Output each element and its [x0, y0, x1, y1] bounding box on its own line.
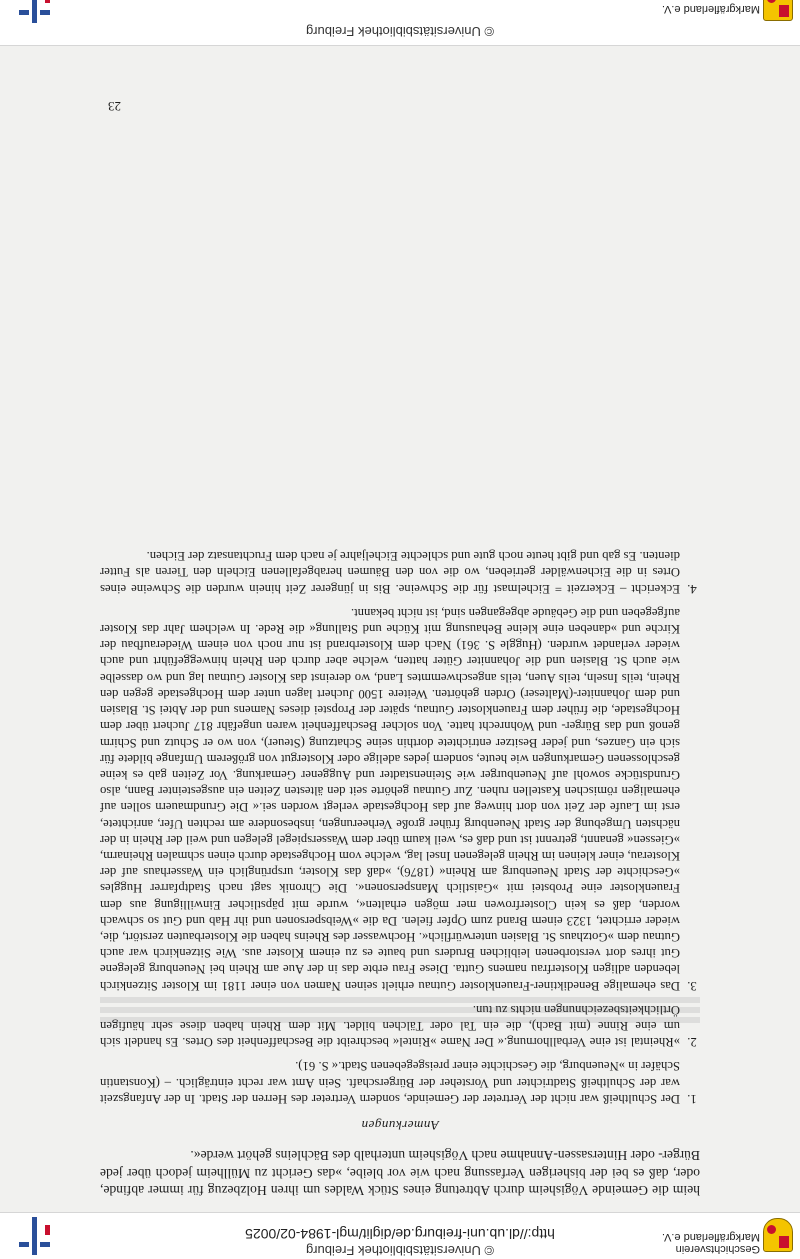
association-name: Markgräflerland e.V. — [661, 3, 760, 15]
body-text — [100, 1147, 700, 1199]
viewer-footer — [0, 0, 800, 46]
notes-list — [100, 548, 700, 1107]
note-item: 3. Das ehemalige Benediktiner-Frauenkloster Gutnau erhielt seinen Namen von einer 1181 im Kloster Sitzenkirch lebenden adligen Klosterfrau namens Gutta. Diese Frau erbte das in der Aue am Rhein bei Neuenburg gelegene Gut ihres dort verstorbenen leiblichen Bruders und baute es zu einem Kloster aus. Wie Sitzenkirch war auch Gutnau dem »Gotzhaus St. Blasien unterwürflich«. Hochwasser des Rheins haben die Klosterbauten zerstört, die, wieder errichtet, 1323 einem Brand zum Opfer fielen. Da die »Weibspersonen und ihr Hab und Gut so schwach worden, daß es kein Closterfrowen mer mögen erhalten«, wurde mit päpstlicher Einwilligung aus dem Frauenkloster eine Probstei mit »Gaistlich Manspersonen«. Die Chronik sagt nach Stadtpfarrer Huggles »Geschichte der Stadt Neuenburg am Rhein« (1876), »daß das Kloster, ursprünglich ein Wasserhaus auf der Klosterau, einer kleinen im Rhein gelegenen Insel lag, welche vom Hochgestade durch einen schmalen Rheinarm, »Giessen« genannt, getrennt ist und daß es, weil kaum über dem Wasserspiegel gelegen und weil der Rhein in der nächsten Umgebung der Stadt Neuenburg früher große Verheerungen, insbesondere am rechten Ufer, anrichtete, erst im Laufe der Zeit von dort hinweg auf das Hochgestade verlegt worden sei.« Die Grundmauern sollen auf ehemaligen römischen Kastellen ruhen. Zur Gutnau gehörte seit den ältesten Zeiten ein ausgesteinter Bann, also Grundstücke sowohl auf Neuenburger wie Steinenstadter und Auggener Gemarkung. Vor Zeiten gab es keine geschlossenen Gemarkungen wie heute, sondern jedes adelige oder Klostergut von größerem Umfange bildete für sich ein Ganzes, und jeder Besitzer entrichtete dorthin seine Schatzung (Steuer), von wo er Schutz und Schirm genoß und das Bürger- und Wohnrecht hatte. Von solcher Beschaffenheit waren ungefähr 817 Juchert über dem Hochgestade, die früher dem Frauenkloster Gutnau, später der Propstei dieses Namens und der Abtei St. Blasien und dem Johanniter-(Malteser) Orden gehörten. Weitere 1500 Juchert lagen unter dem Hochgestade gegen den Rhein, teils Inseln, teils Auen, teils angeschwemmtes Land, wo dereinst das Kloster Gutnau lag und wo dasselbe wie auch St. Blasien und die Johanniter Güter hatten, welche aber durch den Rhein hinweggeführt und auch wieder verlandet wurden. (Huggle S. 361) Nach dem Klosterbrand ist nur noch von einem Wiederaufbau der Kirche und »daneben eine kleine Behausung mit Küche und Stallung« die Rede. In welchem Jahr das Kloster aufgegeben und die Gebäude abgegangen sind, ist nicht bekannt. — [100, 605, 684, 994]
note-item: 4. Eckericht – Eckerzeit = Eichelmast für die Schweine. Bis in jüngerer Zeit hinein wurden die Schweine eines Ortes in die Eichenwälder getrieben, wo die von den Bäumen herabgefallenen Eicheln den Tieren als Futter dienten. Es gab und gibt heute noch gute und schlechte Eicheljahre je nach dem Fruchtansatz der Eichen. — [100, 548, 684, 597]
page-number: 23 — [108, 99, 121, 114]
university-library-logo-icon — [20, 0, 50, 23]
note-item: 2. »Rheintal ist eine Verballhornung.« Der Name »Rintel« beschreibt die Beschaffenheit des Ortes. Es handelt sich um eine Rinne (mit Bach), die ein Tal oder Tälchen bildet. Mit dem Rhein haben diese sehr häufigen Örtlichkeitsbezeichnungen nichts zu tun. — [100, 1002, 684, 1051]
copyright-line: © Universitätsbibliothek Freiburg — [305, 1243, 495, 1258]
notes-heading: Anmerkungen — [361, 1117, 439, 1133]
document-page — [100, 49, 700, 1199]
university-library-logo-icon — [20, 1217, 50, 1255]
note-item: 1. Der Schultheiß war nicht der Vertreter der Gemeinde, sondern Vertreter des Herren der Stadt. In der Anfangszeit war der Schultheiß Stadtrichter und Vorsteher der Bürgerschaft. Sein Amt war recht einträglich. – (Konstantin Schäfer in »Neuenburg, die Geschichte einer preisgegebenen Stadt.« S. 61). — [100, 1058, 684, 1107]
coat-of-arms-icon — [763, 0, 793, 21]
intro-paragraph: heim die Gemeinde Vögisheim durch Abtretung eines Stück Waldes um ihren Holzbezug für immer abfinde, oder, daß es bei der bisherigen Verfassung nach wie vor bleibe, »das Gericht zu Müllheim jedoch über jede Bürger- oder Hintersassen-Annahme nach Vögisheim unterhalb des Bächleins gehört werde«. — [100, 1148, 700, 1198]
document-url-link[interactable]: http://dl.ub.uni-freiburg.de/diglit/mgl-1984-02/0025 — [245, 1226, 555, 1242]
association-name: Geschichtsverein Markgräflerland e.V. — [661, 1231, 760, 1255]
copyright-line: © Universitätsbibliothek Freiburg — [305, 24, 495, 39]
viewer-header — [0, 1212, 800, 1259]
